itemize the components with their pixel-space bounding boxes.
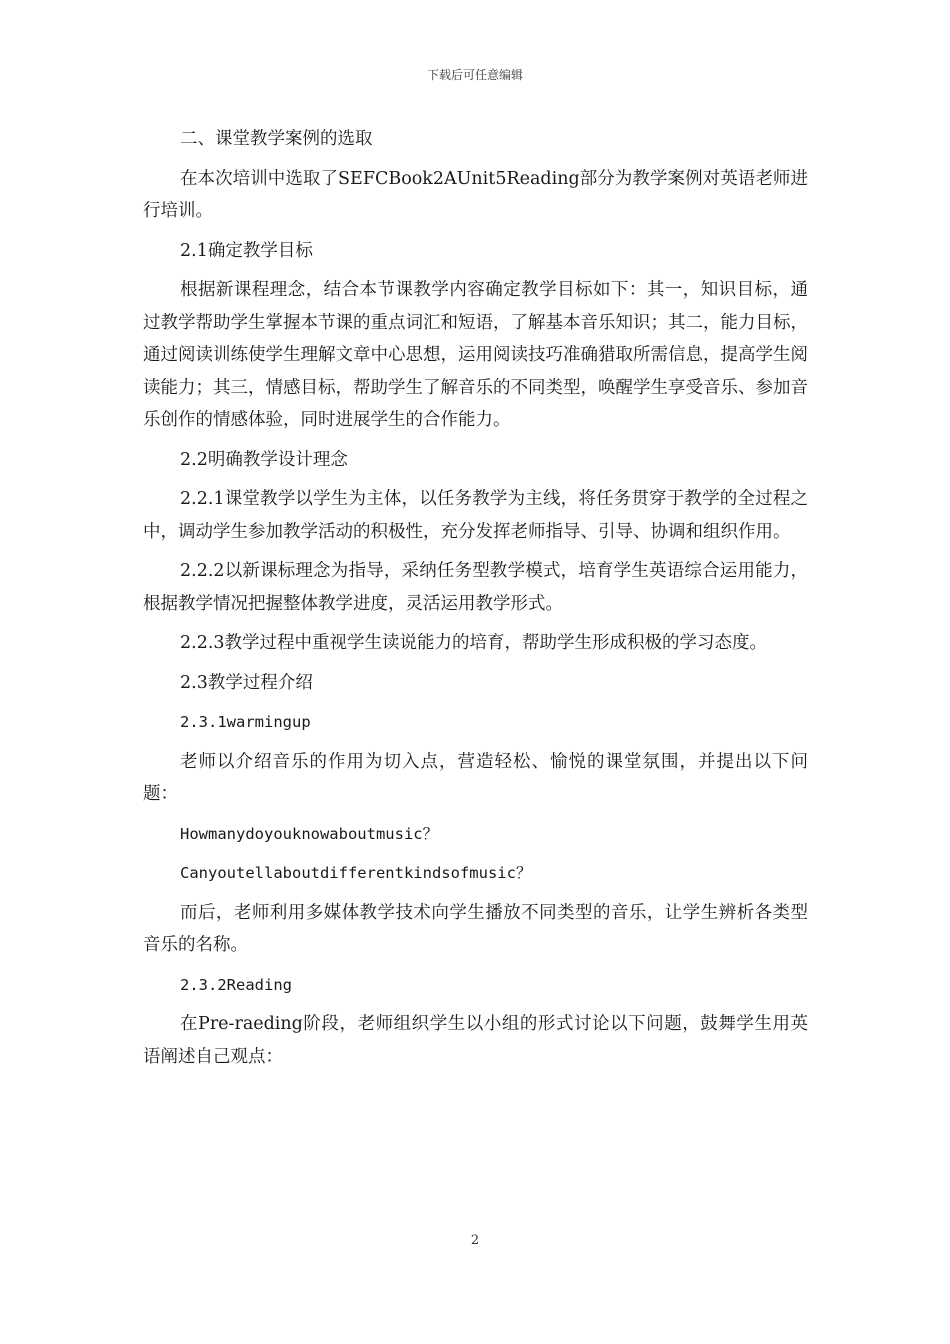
question-2: Canyoutellaboutdifferentkindsofmusic？ [180,864,532,882]
subheading-2-3: 2.3教学过程介绍 [180,672,313,693]
intro-paragraph: 在本次培训中选取了SEFCBook2AUnit5Reading部分为教学案例对英语老师进行培训。 [143,168,808,221]
section-heading: 二、课堂教学案例的选取 [180,129,373,149]
subheading-2-1: 2.1确定教学目标 [180,240,313,261]
item-2-2-2-paragraph: 2.2.2以新课标理念为指导，采纳任务型教学模式，培育学生英语综合运用能力，根据教学情况把握整体教学进度，灵活运用教学形式。 [143,561,808,614]
warmup-paragraph: 老师以介绍音乐的作用为切入点，营造轻松、愉悦的课堂氛围，并提出以下问题： [143,751,808,804]
subheading-2-3-1: 2.3.1warmingup [180,713,311,731]
multimedia-paragraph: 而后，老师利用多媒体教学技术向学生播放不同类型的音乐，让学生辨析各类型音乐的名称。 [143,902,808,955]
document-body [143,123,808,1080]
item-2-2-1-paragraph: 2.2.1课堂教学以学生为主体，以任务教学为主线，将任务贯穿于教学的全过程之中，调动学生参加教学活动的积极性，充分发挥老师指导、引导、协调和组织作用。 [143,489,808,542]
item-2-2-3-paragraph: 2.2.3教学过程中重视学生读说能力的培育，帮助学生形成积极的学习态度。 [180,633,768,653]
subheading-2-3-2: 2.3.2Reading [180,975,292,994]
pre-reading-paragraph: 在Pre-raeding阶段，老师组织学生以小组的形式讨论以下问题，鼓舞学生用英语阐述自己观点： [143,1014,808,1067]
subheading-2-2: 2.2明确教学设计理念 [180,449,348,470]
teaching-goals-paragraph: 根据新课程理念，结合本节课教学内容确定教学目标如下：其一，知识目标，通过教学帮助学生掌握本节课的重点词汇和短语，了解基本音乐知识；其二，能力目标，通过阅读训练使学生理解文章中心思想，运用阅读技巧准确猎取所需信息，提高学生阅读能力；其三，情感目标，帮助学生了解音乐的不同类型，唤醒学生享受音乐、参加音乐创作的情感体验，同时进展学生的合作能力。 [143,280,808,430]
page-header: 下载后可任意编辑 [426,68,523,82]
question-1: Howmanydoyouknowaboutmusic？ [180,824,439,843]
page-number: 2 [470,1233,480,1248]
